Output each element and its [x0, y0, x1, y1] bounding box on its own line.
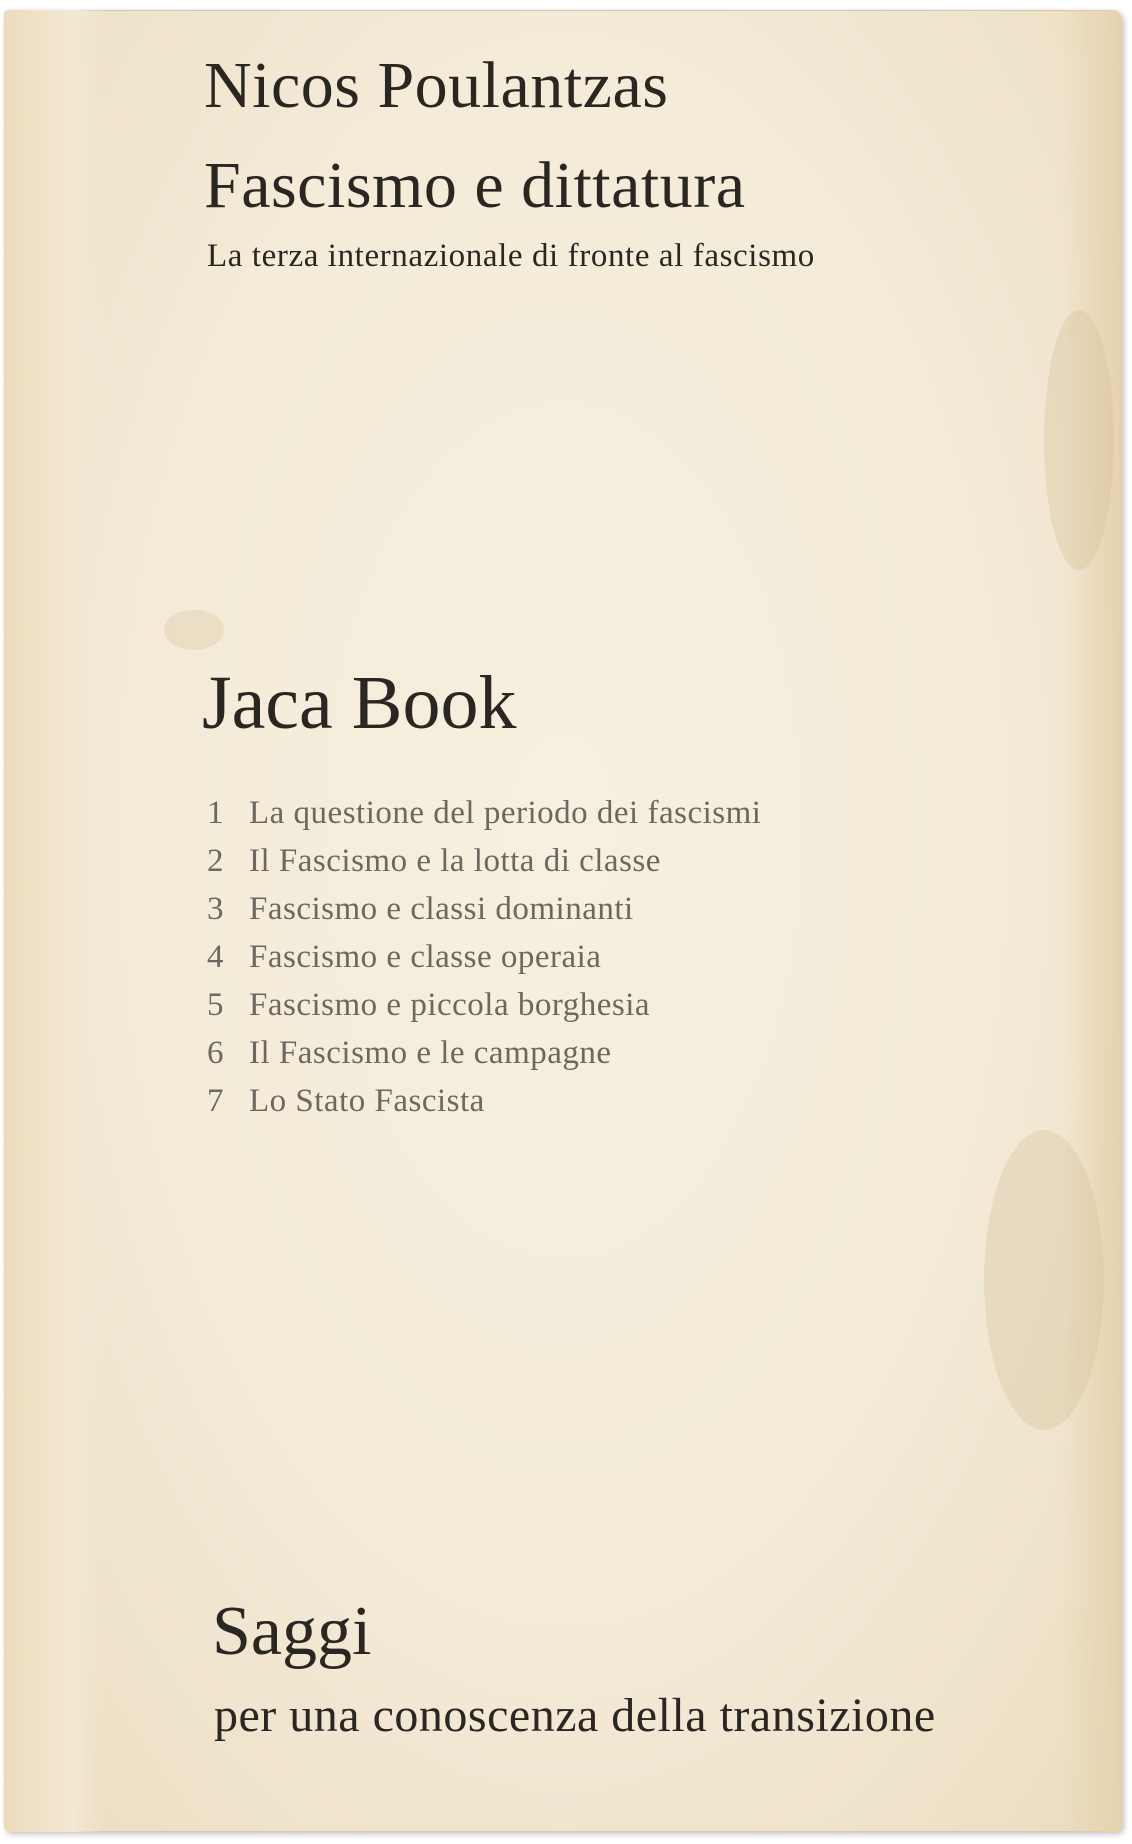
author-name: Nicos Poulantzas [204, 49, 669, 122]
chapter-number: 3 [207, 891, 224, 927]
chapter-number: 1 [207, 795, 224, 831]
chapter-title: Il Fascismo e le campagne [249, 1035, 612, 1071]
cover-edge-wear [1062, 10, 1122, 1832]
list-item [207, 987, 761, 1035]
book-cover [4, 10, 1122, 1832]
chapter-number: 4 [207, 939, 224, 975]
chapter-title: La questione del periodo dei fascismi [249, 795, 762, 831]
list-item [207, 1083, 761, 1131]
list-item [207, 891, 761, 939]
paper-stain [984, 1130, 1104, 1430]
list-item [207, 939, 761, 987]
chapter-title: Lo Stato Fascista [249, 1083, 485, 1119]
chapter-list [207, 795, 761, 1131]
chapter-number: 7 [207, 1083, 224, 1119]
chapter-title: Il Fascismo e la lotta di classe [249, 843, 661, 879]
chapter-title: Fascismo e classi dominanti [249, 891, 634, 927]
list-item [207, 795, 761, 843]
book-subtitle: La terza internazionale di fronte al fascismo [207, 238, 815, 274]
list-item [207, 1035, 761, 1083]
paper-stain [1044, 310, 1114, 570]
chapter-number: 2 [207, 843, 224, 879]
chapter-number: 6 [207, 1035, 224, 1071]
series-subtitle: per una conoscenza della transizione [214, 1689, 936, 1742]
paper-stain [164, 610, 224, 650]
list-item [207, 843, 761, 891]
series-name: Saggi [212, 1593, 372, 1670]
cover-fold-shading [4, 10, 104, 1832]
publisher-name: Jaca Book [202, 661, 517, 745]
chapter-title: Fascismo e piccola borghesia [249, 987, 651, 1023]
chapter-number: 5 [207, 987, 224, 1023]
chapter-title: Fascismo e classe operaia [249, 939, 602, 975]
book-title: Fascismo e dittatura [204, 149, 746, 222]
